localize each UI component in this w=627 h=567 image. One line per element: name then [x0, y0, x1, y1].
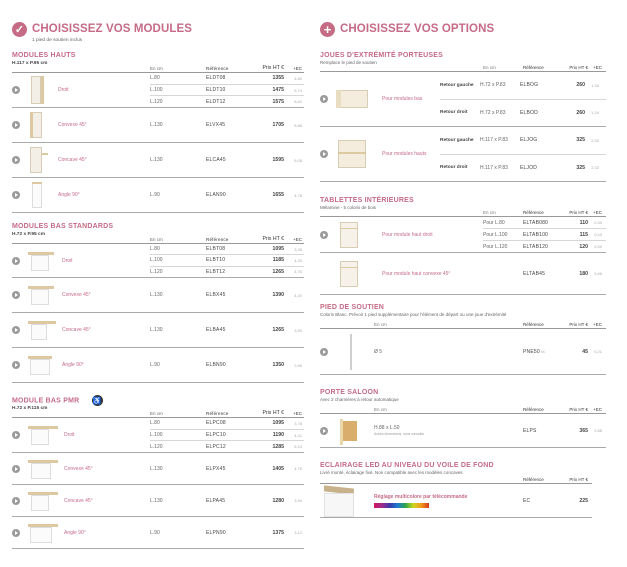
- product-image: [336, 332, 346, 372]
- product-image: [28, 520, 50, 546]
- play-icon[interactable]: [320, 231, 328, 239]
- product-label: Droit: [62, 257, 73, 264]
- product-group-haut-droit: [320, 217, 606, 253]
- product-image: [28, 282, 50, 308]
- product-group-concave: [12, 313, 304, 348]
- section-size: H.72 x P.95 cm: [12, 232, 45, 237]
- plus-circle-icon: +: [320, 22, 335, 37]
- section-note: Livré monté, éclairage fixé. Non compatible avec les modèles concaves: [320, 470, 463, 475]
- product-label: Angle 90°: [64, 529, 86, 536]
- section-size: H.117 x P.95 cm: [12, 61, 48, 66]
- play-icon[interactable]: [320, 427, 328, 435]
- play-icon[interactable]: [12, 431, 20, 439]
- play-icon[interactable]: [12, 121, 20, 129]
- table-row: L.130 ELBA45 1265 3,50: [150, 327, 302, 333]
- section-porte-saloon: [320, 389, 606, 448]
- table-row: L.130 ELPA45 1280 3,94: [150, 497, 302, 504]
- product-group-modules-bas: [320, 72, 606, 127]
- section-eclairage: [320, 462, 606, 518]
- product-image: [336, 220, 360, 250]
- product-group-concave: [12, 143, 304, 178]
- product-label: Pour modules bas: [382, 96, 423, 102]
- product-image: [28, 248, 50, 274]
- product-image: [28, 317, 50, 343]
- play-icon[interactable]: [12, 86, 20, 94]
- table-row: L.130 ELPX45 1405 4,76: [150, 465, 302, 472]
- table-row: L.80 ELDT08 1355 4,80: [150, 73, 304, 85]
- play-icon[interactable]: [12, 326, 20, 334]
- section-title: MODULE BAS PMR ♿: [12, 395, 304, 406]
- table-row: L.100 ELBT10 1185 4,20: [150, 255, 304, 266]
- table-row: L.100 ELDT10 1475 5,74: [150, 85, 304, 97]
- product-label: Angle 90°: [58, 192, 80, 198]
- section-modules-bas-standards: [12, 223, 304, 383]
- table-row: L.120 ELPC12 1285 5,24: [150, 443, 302, 450]
- product-label: Concave 45°: [58, 157, 87, 163]
- product-label: Droit: [64, 432, 75, 438]
- product-image: [336, 138, 368, 170]
- product-group-concave: [12, 485, 304, 517]
- product-image: [28, 145, 50, 175]
- table-row: L.80 ELPC08 1095 3,78: [150, 418, 304, 430]
- table-row: L.90 ELAN90 1655 4,78: [150, 192, 302, 198]
- play-icon[interactable]: [12, 156, 20, 164]
- section-title: MODULES HAUTS: [12, 52, 76, 59]
- table-row: L.90 ELBN90 1350 2,66: [150, 362, 302, 368]
- section-title: MODULES BAS STANDARDS: [12, 223, 114, 230]
- section-note: Avec 2 charnières à retour automatique: [320, 397, 399, 402]
- section-note: Mélamine - 5 coloris de bois: [320, 205, 377, 210]
- product-image: [28, 488, 50, 514]
- options-header: [320, 21, 606, 37]
- product-label: Pour module haut convexe 45°: [382, 270, 451, 277]
- play-icon[interactable]: [12, 191, 20, 199]
- section-size: H.72 x P.115 cm: [12, 406, 48, 411]
- product-image: [336, 259, 360, 289]
- table-row: Ø 5 PNE50 bl. 45 0,21: [374, 348, 602, 355]
- play-icon[interactable]: [12, 361, 20, 369]
- table-row: Réglage multicolore par télécommande EC 225: [374, 484, 592, 517]
- product-group-haut-convexe: [320, 253, 606, 295]
- product-group-convexe: [12, 453, 304, 485]
- product-group-angle: [12, 348, 304, 383]
- play-icon[interactable]: [12, 291, 20, 299]
- table-header: En cm Référence Prix HT € +EC: [320, 322, 606, 329]
- product-label: Angle 90°: [62, 362, 84, 368]
- table-row: L.80 ELBT08 1095 3,36: [150, 244, 304, 255]
- product-image: [28, 352, 50, 378]
- modules-title: CHOISISSEZ VOS MODULES: [32, 23, 193, 35]
- product-image: [336, 88, 368, 110]
- section-joues: [320, 52, 606, 182]
- modules-subtitle: 1 pied de soutien inclus: [32, 38, 83, 43]
- product-image: [28, 456, 50, 482]
- product-label: Pour modules hauts: [382, 151, 427, 157]
- section-module-bas-pmr: [12, 395, 304, 549]
- table-header: En cm Référence Prix HT € +EC: [320, 210, 606, 217]
- product-label: Convexe 45°: [62, 292, 91, 298]
- product-label: Pour module haut droit: [382, 231, 433, 238]
- product-group-droit: [12, 73, 304, 108]
- table-row: Pour L.80 ELTAB080 110 0,33: [483, 217, 606, 229]
- product-label: Convexe 45°: [58, 122, 87, 128]
- table-row: Pour L.100 ELTAB100 115 0,43: [483, 229, 606, 241]
- product-label: Concave 45°: [62, 327, 91, 333]
- product-group-droit: [12, 244, 304, 278]
- table-row: L.120 ELBT12 1265 4,76: [150, 268, 302, 275]
- product-image: [28, 74, 50, 106]
- options-column: [320, 0, 606, 518]
- product-label: Concave 45°: [64, 497, 93, 504]
- section-title: ECLAIRAGE LED AU NIVEAU DU VOILE DE FOND: [320, 462, 494, 469]
- table-row: Retour gauche H.117 x P.83 ELJOG 325 2,32: [440, 127, 606, 155]
- product-label: Convexe 45°: [64, 465, 93, 472]
- table-row: L.100 ELPC10 1190 4,41: [150, 430, 304, 442]
- product-group-droit: [12, 418, 304, 453]
- color-spectrum-bar: [374, 503, 429, 508]
- product-group-pied: [320, 329, 606, 375]
- section-modules-hauts: [12, 52, 304, 213]
- table-header: En cm Référence Prix HT € +EC: [12, 237, 304, 244]
- play-icon[interactable]: [320, 348, 328, 356]
- table-row: L.130 ELCA45 1595 5,08: [150, 157, 302, 163]
- product-label: Réglage multicolore par télécommande: [374, 493, 468, 500]
- table-header: En cm Référence Prix HT € +EC: [320, 407, 606, 414]
- product-image: [324, 485, 358, 517]
- play-icon[interactable]: [12, 497, 20, 505]
- table-row: L.130 ELBX45 1390 4,20: [150, 292, 302, 298]
- section-title: PORTE SALOON: [320, 389, 379, 396]
- table-header: En cm Référence Prix HT € +EC: [12, 66, 304, 73]
- table-row: Retour droit H.117 x P.83 ELJOD 325 2,32: [440, 164, 599, 171]
- product-label: Droit: [58, 87, 69, 93]
- options-title: CHOISISSEZ VOS OPTIONS: [340, 23, 495, 35]
- wheelchair-icon: ♿: [92, 395, 103, 406]
- check-circle-icon: ✓: [12, 22, 27, 37]
- play-icon[interactable]: [12, 529, 20, 537]
- modules-column: [12, 0, 304, 549]
- product-group-porte: [320, 414, 606, 448]
- product-image: [28, 422, 50, 448]
- product-group-convexe: [12, 108, 304, 143]
- section-note: Remplace le pied de soutien: [320, 60, 377, 65]
- table-header: Référence Prix HT €: [320, 477, 592, 484]
- table-header: En cm Référence Prix HT € +EC: [320, 65, 606, 72]
- product-group-angle: [12, 178, 304, 213]
- section-pied-soutien: [320, 304, 606, 375]
- table-row: L.130 ELVX45 1705 5,88: [150, 122, 302, 128]
- play-icon[interactable]: [320, 95, 328, 103]
- product-image: [28, 180, 50, 210]
- table-header: En cm Référence Prix HT € +EC: [12, 411, 304, 418]
- section-note: Coloris Blanc. Prévoir 1 pied supplémentaire pour l'élément de départ ou une joue d'extrémité: [320, 312, 507, 317]
- product-image: [336, 417, 358, 445]
- product-group-modules-hauts: [320, 127, 606, 182]
- table-row: L.90 ELPN90 1375 3,12: [150, 529, 302, 536]
- section-title: TABLETTES INTÉRIEURES: [320, 197, 414, 204]
- product-group-eclairage: [320, 484, 592, 518]
- play-icon[interactable]: [320, 150, 328, 158]
- table-row: L.120 ELDT12 1575 6,62: [150, 98, 302, 105]
- section-title: PIED DE SOUTIEN: [320, 304, 385, 311]
- section-tablettes: [320, 197, 606, 295]
- table-row: Pour L.120 ELTAB120 120 0,50: [483, 243, 602, 250]
- play-icon[interactable]: [12, 257, 20, 265]
- modules-header: [12, 21, 304, 37]
- table-row: H.88 x L.50 Autres dimensions, nous consulter ELPS 365 0,88: [374, 425, 602, 436]
- product-image: [28, 110, 50, 140]
- play-icon[interactable]: [12, 465, 20, 473]
- table-row: Retour droit H.72 x P.83 ELBOD 260 1,34: [440, 109, 599, 116]
- table-row: Retour gauche H.72 x P.83 ELBOG 260 1,34: [440, 72, 606, 100]
- section-title: JOUES D'EXTRÉMITÉ PORTEUSES: [320, 52, 443, 59]
- product-group-convexe: [12, 278, 304, 313]
- table-row: ELTAB45 180 0,66: [523, 270, 602, 277]
- product-group-angle: [12, 517, 304, 549]
